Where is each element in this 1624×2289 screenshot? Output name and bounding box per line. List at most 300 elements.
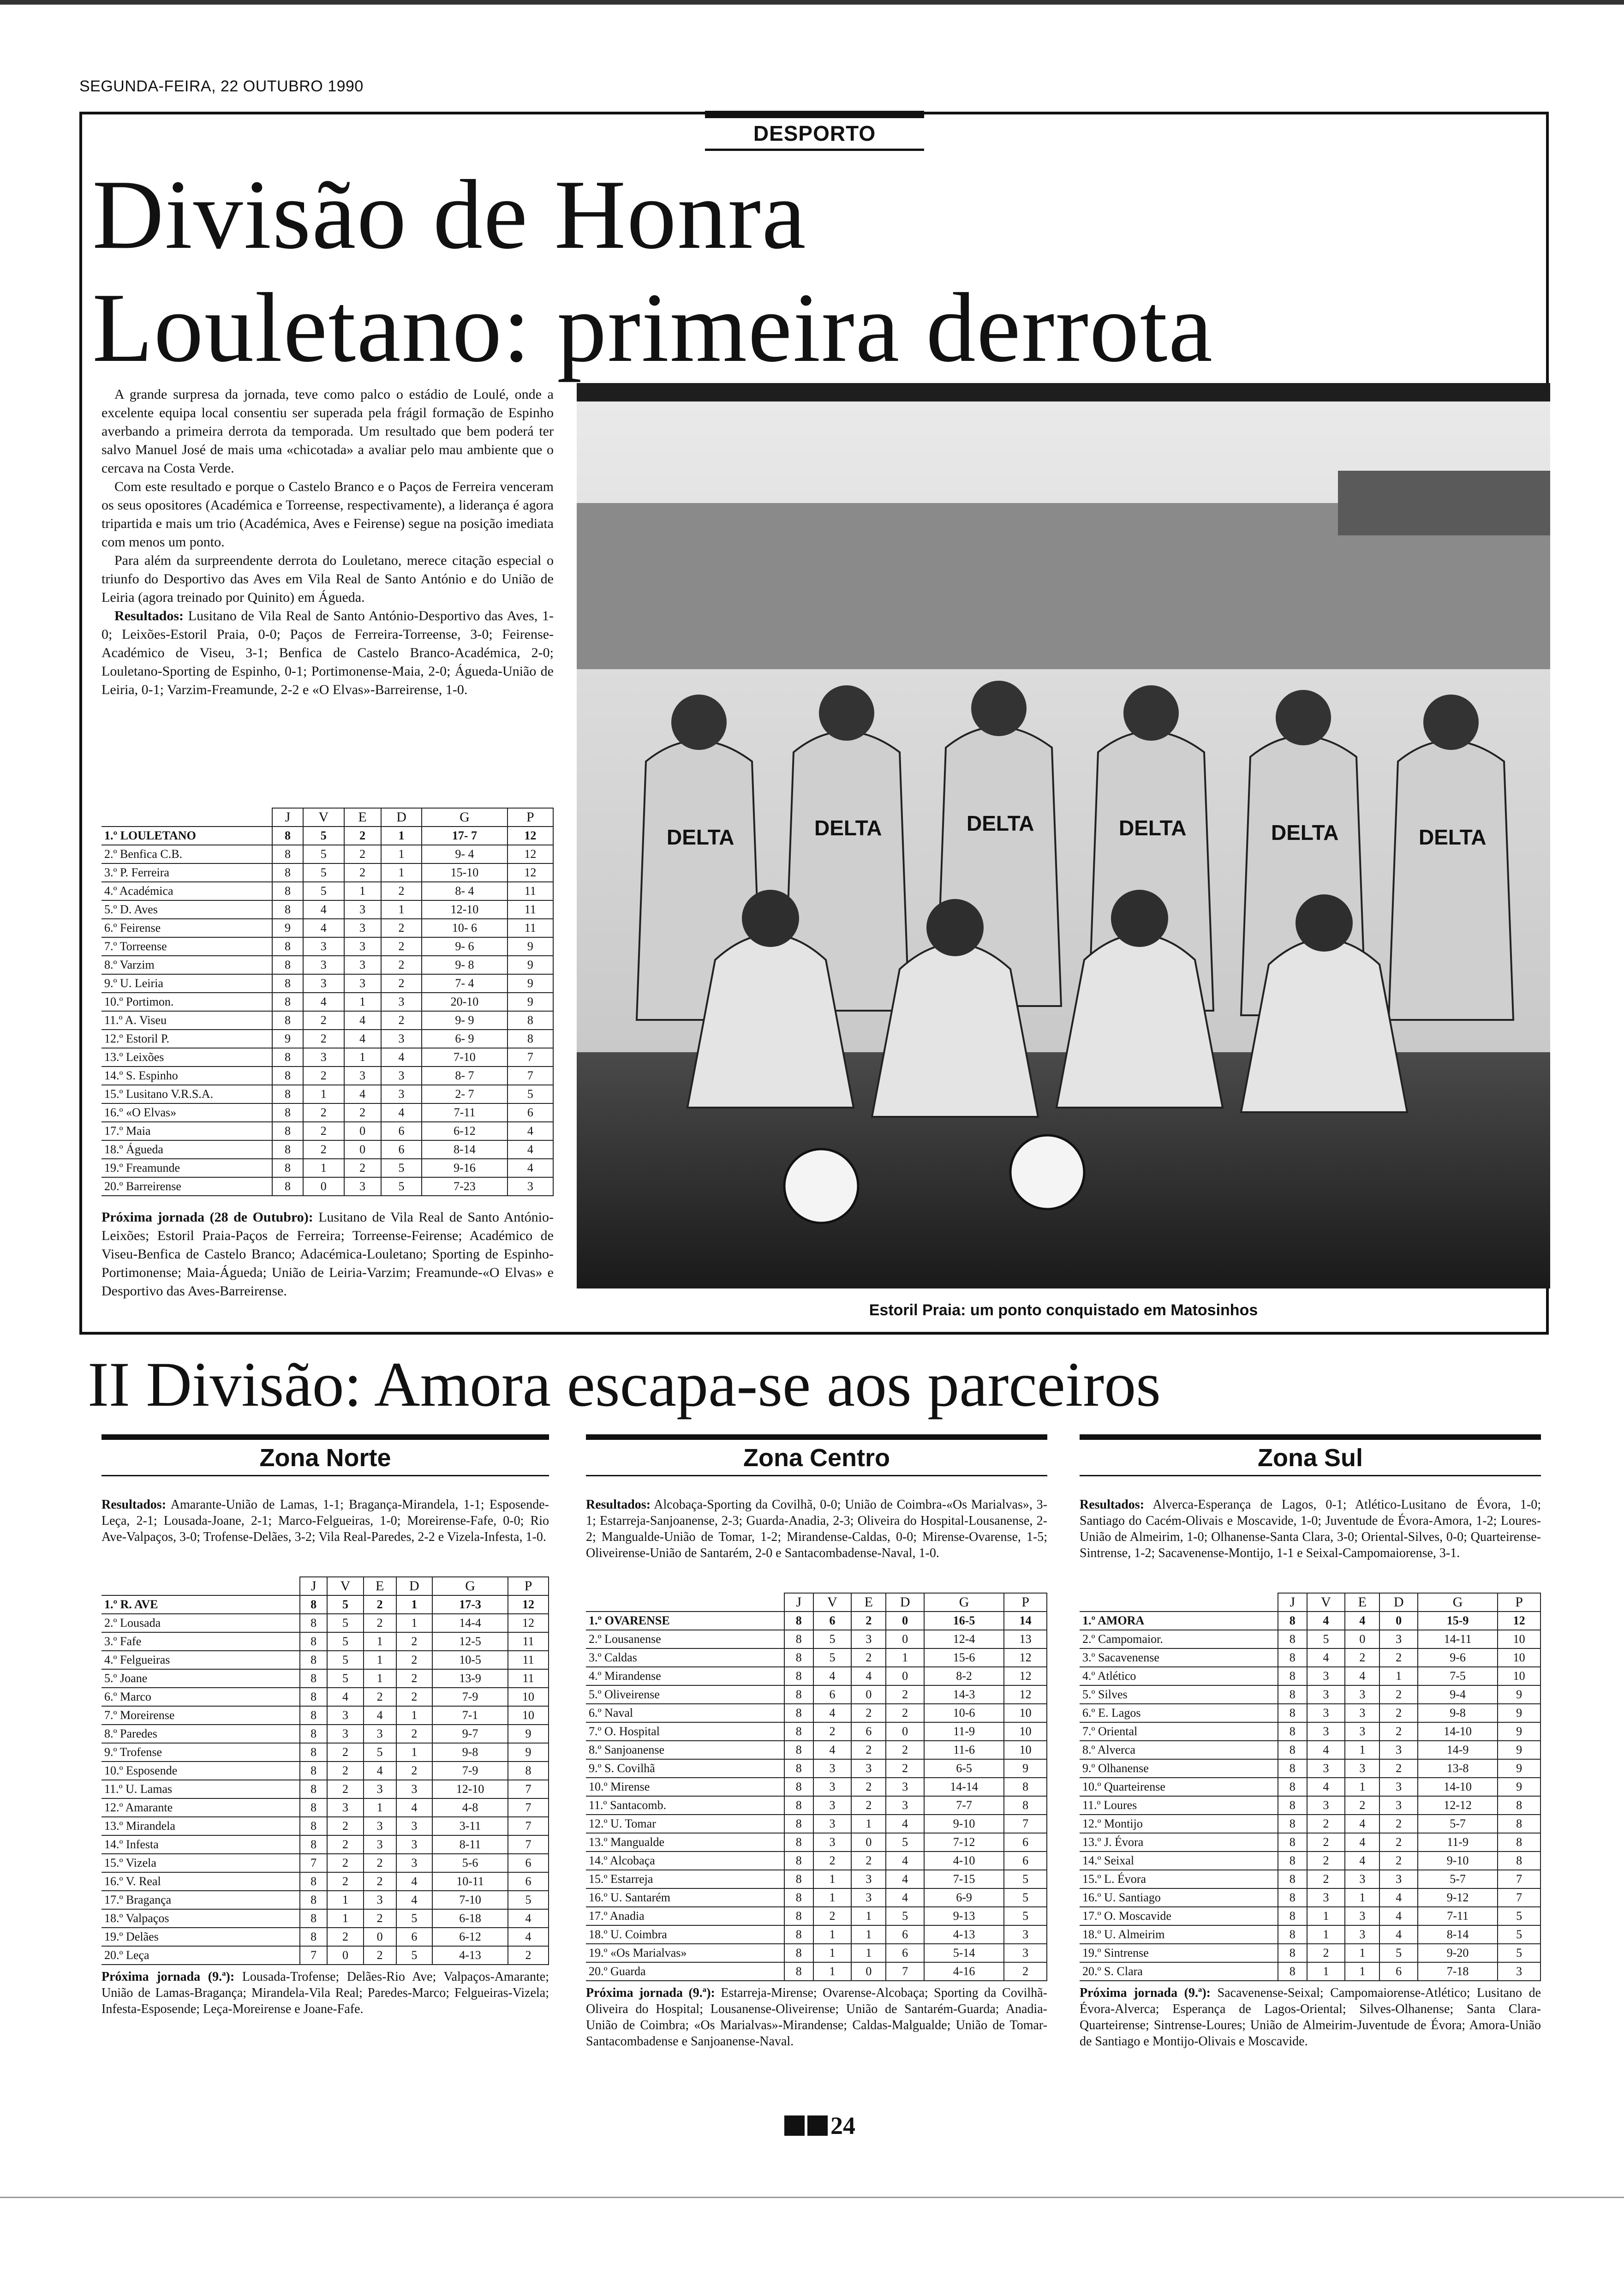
stat-cell: 2: [1379, 1648, 1418, 1667]
stat-cell: 5: [1307, 1630, 1345, 1648]
stat-cell: 3: [381, 1085, 422, 1103]
stat-cell: 1: [344, 1048, 381, 1067]
stat-cell: 9: [508, 1743, 549, 1762]
stat-cell: 12: [508, 863, 553, 882]
stat-cell: 9- 4: [422, 845, 507, 863]
stat-cell: 11: [508, 919, 553, 937]
stat-cell: 2: [1307, 1870, 1345, 1888]
stat-cell: 2: [1307, 1833, 1345, 1852]
stat-cell: 8: [1278, 1962, 1307, 1981]
stat-cell: 5: [364, 1743, 396, 1762]
team-cell: 3.º Fafe: [102, 1632, 300, 1651]
stat-cell: 9-20: [1418, 1944, 1498, 1962]
stat-cell: 9: [508, 956, 553, 974]
stat-cell: 8: [784, 1852, 813, 1870]
stat-cell: 9: [1498, 1759, 1540, 1778]
stat-cell: 8: [300, 1780, 327, 1798]
stat-cell: 8: [784, 1925, 813, 1944]
stat-cell: 5: [303, 827, 344, 845]
team-cell: 3.º P. Ferreira: [102, 863, 272, 882]
team-cell: 8.º Alverca: [1080, 1741, 1278, 1759]
team-cell: 9.º S. Covilhã: [586, 1759, 784, 1778]
stat-cell: 2: [1379, 1704, 1418, 1722]
next-round-label: Próxima jornada (9.ª):: [1080, 1986, 1211, 2000]
stat-cell: 4: [303, 900, 344, 919]
stat-cell: 10-11: [432, 1872, 508, 1891]
stat-cell: 8: [300, 1835, 327, 1854]
stat-cell: 2- 7: [422, 1085, 507, 1103]
stat-cell: 2: [396, 1651, 432, 1669]
stat-cell: 3: [813, 1833, 852, 1852]
stat-cell: 10: [1004, 1741, 1047, 1759]
stat-cell: 0: [886, 1630, 924, 1648]
team-cell: 1.º OVARENSE: [586, 1612, 784, 1630]
results-text: Lusitano de Vila Real de Santo António-Desportivo das Aves, 1-0; Leixões-Estoril Praia, 0-0; Paços de Ferreira-Torreense, 3-0; Feirense-Académico de Viseu, 3-1; Benfica de Castelo Branco-Académica, 2-0; Louletano-Sporting de Espinho, 0-1; Portimonense-Maia, 2-0; Águeda-União de Leiria, 0-1; Varzim-Freamunde, 2-2 e «O Elvas»-Barreirense, 1-0.: [102, 608, 554, 697]
stat-cell: 6: [886, 1944, 924, 1962]
stat-cell: 9-7: [432, 1725, 508, 1743]
table-row: [102, 937, 553, 956]
stat-cell: 2: [327, 1743, 363, 1762]
stat-cell: 4: [364, 1706, 396, 1725]
stat-cell: 3: [1379, 1778, 1418, 1796]
stat-cell: 4: [851, 1667, 886, 1685]
stat-cell: 10: [508, 1688, 549, 1706]
team-cell: 1.º R. AVE: [102, 1595, 300, 1614]
stat-cell: 8: [272, 956, 303, 974]
zone-centro: [586, 1434, 1047, 2049]
column-header: D: [1379, 1593, 1418, 1612]
stat-cell: 4: [396, 1872, 432, 1891]
team-photo: [577, 383, 1550, 1288]
stat-cell: 8: [1004, 1778, 1047, 1796]
stat-cell: 3: [1379, 1630, 1418, 1648]
table-row: [102, 1688, 549, 1706]
stat-cell: 1: [851, 1907, 886, 1925]
stat-cell: 4: [1307, 1612, 1345, 1630]
stat-cell: 5: [1004, 1907, 1047, 1925]
stat-cell: 6- 9: [422, 1030, 507, 1048]
stat-cell: 8: [272, 1122, 303, 1140]
standings-table: [1080, 1593, 1541, 1981]
stat-cell: 9: [272, 1030, 303, 1048]
team-cell: 15.º Estarreja: [586, 1870, 784, 1888]
table-row: [102, 1817, 549, 1835]
stat-cell: 2: [886, 1704, 924, 1722]
paragraph: Para além da surpreendente derrota do Louletano, merece citação especial o triunfo do Desportivo das Aves em Vila Real de Santo António e do União de Leiria (agora treinado por Quinito) em Águeda.: [102, 553, 554, 605]
stat-cell: 17-3: [432, 1595, 508, 1614]
stat-cell: 9-8: [432, 1743, 508, 1762]
zone-sul: [1080, 1434, 1541, 2049]
stat-cell: 14-3: [924, 1685, 1004, 1704]
stat-cell: 11-9: [1418, 1833, 1498, 1852]
stat-cell: 3: [886, 1778, 924, 1796]
stat-cell: 0: [303, 1177, 344, 1196]
stat-cell: 2: [303, 1140, 344, 1159]
stat-cell: 3: [303, 1048, 344, 1067]
stat-cell: 2: [303, 1067, 344, 1085]
stat-cell: 8: [784, 1815, 813, 1833]
column-header: D: [381, 808, 422, 827]
table-row: [1080, 1667, 1540, 1685]
table-row: [586, 1759, 1047, 1778]
standings-table: [586, 1593, 1047, 1981]
stat-cell: 2: [381, 937, 422, 956]
stat-cell: 3: [813, 1815, 852, 1833]
table-row: [1080, 1759, 1540, 1778]
stat-cell: 2: [1379, 1722, 1418, 1741]
stat-cell: 7: [508, 1835, 549, 1854]
stat-cell: 5: [1498, 1907, 1540, 1925]
team-cell: 5.º Joane: [102, 1669, 300, 1688]
zone-table: [102, 1576, 549, 1965]
table-row: [586, 1685, 1047, 1704]
stat-cell: 3: [303, 974, 344, 993]
stat-cell: 7-11: [422, 1103, 507, 1122]
table-row: [586, 1852, 1047, 1870]
stat-cell: 14: [1004, 1612, 1047, 1630]
stat-cell: 3: [508, 1177, 553, 1196]
stat-cell: 10: [1498, 1648, 1540, 1667]
stat-cell: 3: [396, 1817, 432, 1835]
stat-cell: 12: [1498, 1612, 1540, 1630]
stat-cell: 8: [1498, 1796, 1540, 1815]
stat-cell: 1: [1307, 1962, 1345, 1981]
table-row: [102, 1011, 553, 1030]
paragraph: Com este resultado e porque o Castelo Branco e o Paços de Ferreira venceram os seus opositores (Académica e Torreense, respectivamente), a liderança é agora tripartida e mais um trio (Académica, Aves e Feirense) segue na posição imediata com menos um ponto.: [102, 479, 554, 550]
stat-cell: 8: [1278, 1907, 1307, 1925]
table-row: [102, 863, 553, 882]
stat-cell: 11: [508, 1632, 549, 1651]
stat-cell: 10: [1498, 1630, 1540, 1648]
stat-cell: 8: [1278, 1759, 1307, 1778]
stat-cell: 4: [1307, 1648, 1345, 1667]
stat-cell: 8: [1278, 1741, 1307, 1759]
table-row: [1080, 1796, 1540, 1815]
table-row: [102, 1762, 549, 1780]
table-row: [586, 1907, 1047, 1925]
stat-cell: 8: [784, 1962, 813, 1981]
stat-cell: 1: [1307, 1925, 1345, 1944]
stat-cell: 1: [364, 1632, 396, 1651]
team-cell: 16.º U. Santarém: [586, 1888, 784, 1907]
team-cell: 9.º Olhanense: [1080, 1759, 1278, 1778]
stat-cell: 0: [1379, 1612, 1418, 1630]
photo-caption: Estoril Praia: um ponto conquistado em Matosinhos: [869, 1301, 1258, 1319]
zone-rule: [102, 1434, 549, 1440]
stat-cell: 9: [508, 993, 553, 1011]
stat-cell: 8: [300, 1743, 327, 1762]
stat-cell: 3: [364, 1835, 396, 1854]
stat-cell: 4: [396, 1798, 432, 1817]
table-row: [1080, 1778, 1540, 1796]
team-cell: 14.º Infesta: [102, 1835, 300, 1854]
column-header: P: [1004, 1593, 1047, 1612]
stat-cell: 8-14: [1418, 1925, 1498, 1944]
stat-cell: 3: [1004, 1925, 1047, 1944]
stat-cell: 7: [1498, 1888, 1540, 1907]
stat-cell: 3: [813, 1778, 852, 1796]
table-row: [102, 919, 553, 937]
stat-cell: 8: [300, 1688, 327, 1706]
stat-cell: 1: [396, 1743, 432, 1762]
stat-cell: 3: [1345, 1704, 1379, 1722]
team-cell: 16.º U. Santiago: [1080, 1888, 1278, 1907]
stat-cell: 10: [508, 1706, 549, 1725]
stat-cell: 8-14: [422, 1140, 507, 1159]
stat-cell: 11-9: [924, 1722, 1004, 1741]
stat-cell: 2: [1379, 1815, 1418, 1833]
stat-cell: 7: [508, 1798, 549, 1817]
stat-cell: 8: [1278, 1778, 1307, 1796]
stat-cell: 4: [364, 1762, 396, 1780]
column-header-team: [102, 1577, 300, 1595]
stat-cell: 3: [1345, 1685, 1379, 1704]
stat-cell: 8: [784, 1704, 813, 1722]
stat-cell: 2: [327, 1780, 363, 1798]
stat-cell: 7-10: [432, 1891, 508, 1909]
next-round-label: Próxima jornada (9.ª):: [586, 1986, 715, 2000]
zone-next-round: [102, 1969, 549, 2017]
stat-cell: 4: [886, 1888, 924, 1907]
stat-cell: 8: [1278, 1704, 1307, 1722]
stat-cell: 5: [886, 1907, 924, 1925]
stat-cell: 9- 8: [422, 956, 507, 974]
stat-cell: 4-13: [432, 1946, 508, 1965]
team-cell: 13.º Mangualde: [586, 1833, 784, 1852]
stat-cell: 8: [1278, 1648, 1307, 1667]
stat-cell: 8: [272, 1011, 303, 1030]
stat-cell: 3: [1307, 1888, 1345, 1907]
team-cell: 1.º LOULETANO: [102, 827, 272, 845]
stat-cell: 8: [1278, 1888, 1307, 1907]
stat-cell: 16-5: [924, 1612, 1004, 1630]
stat-cell: 3: [381, 1030, 422, 1048]
stat-cell: 7: [886, 1962, 924, 1981]
stat-cell: 2: [327, 1817, 363, 1835]
table-row: [586, 1704, 1047, 1722]
zone-next-round: [1080, 1985, 1541, 2049]
stat-cell: 7: [1004, 1815, 1047, 1833]
stat-cell: 4: [508, 1909, 549, 1928]
stat-cell: 3: [813, 1759, 852, 1778]
stat-cell: 3: [1345, 1759, 1379, 1778]
stat-cell: 4: [813, 1667, 852, 1685]
stat-cell: 0: [344, 1122, 381, 1140]
stat-cell: 2: [364, 1854, 396, 1872]
stat-cell: 8: [300, 1651, 327, 1669]
stat-cell: 8: [272, 882, 303, 900]
bottom-rule: [0, 2197, 1624, 2198]
table-row: [586, 1925, 1047, 1944]
stat-cell: 9-4: [1418, 1685, 1498, 1704]
stat-cell: 3: [1345, 1907, 1379, 1925]
page-number: 24: [830, 2112, 855, 2139]
table-row: [586, 1741, 1047, 1759]
stat-cell: 14-10: [1418, 1778, 1498, 1796]
stat-cell: 8: [1498, 1815, 1540, 1833]
stat-cell: 8: [1004, 1796, 1047, 1815]
stat-cell: 5: [396, 1946, 432, 1965]
stat-cell: 3: [1498, 1962, 1540, 1981]
table-row: [102, 1614, 549, 1632]
table-row: [102, 1030, 553, 1048]
sponsor-text: DELTA: [967, 811, 1034, 835]
table-row: [102, 1177, 553, 1196]
stat-cell: 7: [300, 1946, 327, 1965]
next-round-label: Próxima jornada (9.ª):: [102, 1970, 235, 1984]
stat-cell: 8: [508, 1762, 549, 1780]
stat-cell: 8: [272, 1159, 303, 1177]
stat-cell: 2: [344, 827, 381, 845]
stat-cell: 3: [364, 1780, 396, 1798]
stat-cell: 13-8: [1418, 1759, 1498, 1778]
sponsor-text: DELTA: [667, 825, 734, 849]
stat-cell: 6: [508, 1872, 549, 1891]
team-cell: 2.º Benfica C.B.: [102, 845, 272, 863]
stat-cell: 6: [886, 1925, 924, 1944]
stat-cell: 8: [784, 1741, 813, 1759]
table-row: [102, 1780, 549, 1798]
stat-cell: 2: [813, 1852, 852, 1870]
zone-table: [1080, 1593, 1541, 1981]
stat-cell: 11-6: [924, 1741, 1004, 1759]
sponsor-text: DELTA: [814, 816, 882, 840]
stat-cell: 2: [886, 1759, 924, 1778]
stat-cell: 2: [1307, 1944, 1345, 1962]
stat-cell: 6: [813, 1685, 852, 1704]
stat-cell: 8: [272, 1048, 303, 1067]
table-row: [102, 1743, 549, 1762]
stat-cell: 7: [508, 1817, 549, 1835]
table-row: [102, 1946, 549, 1965]
stat-cell: 3: [1307, 1704, 1345, 1722]
stat-cell: 6: [1379, 1962, 1418, 1981]
stat-cell: 8: [272, 827, 303, 845]
stat-cell: 7-15: [924, 1870, 1004, 1888]
stat-cell: 1: [396, 1614, 432, 1632]
stat-cell: 9: [1498, 1685, 1540, 1704]
stat-cell: 7: [508, 1048, 553, 1067]
stat-cell: 7-9: [432, 1688, 508, 1706]
stat-cell: 3: [1307, 1759, 1345, 1778]
stat-cell: 6: [381, 1122, 422, 1140]
stat-cell: 4: [1345, 1815, 1379, 1833]
zone-results: [102, 1497, 549, 1545]
stat-cell: 5: [303, 845, 344, 863]
stat-cell: 4: [1345, 1852, 1379, 1870]
team-cell: 12.º Amarante: [102, 1798, 300, 1817]
team-cell: 14.º Seixal: [1080, 1852, 1278, 1870]
stat-cell: 3: [1345, 1925, 1379, 1944]
stat-cell: 2: [364, 1946, 396, 1965]
stat-cell: 13: [1004, 1630, 1047, 1648]
sponsor-text: DELTA: [1119, 816, 1187, 840]
stat-cell: 1: [813, 1944, 852, 1962]
stat-cell: 8: [1278, 1796, 1307, 1815]
stat-cell: 7: [508, 1067, 553, 1085]
stat-cell: 2: [851, 1741, 886, 1759]
stat-cell: 5: [327, 1614, 363, 1632]
stat-cell: 2: [1345, 1648, 1379, 1667]
stat-cell: 8: [784, 1888, 813, 1907]
stat-cell: 2: [813, 1722, 852, 1741]
stat-cell: 9: [508, 937, 553, 956]
stat-cell: 8: [300, 1725, 327, 1743]
headline-ii-divisao: II Divisão: Amora escapa-se aos parceiros: [88, 1349, 1161, 1420]
zone-rule: [102, 1475, 549, 1476]
team-cell: 2.º Lousada: [102, 1614, 300, 1632]
table-row: [586, 1722, 1047, 1741]
stat-cell: 14-10: [1418, 1722, 1498, 1741]
stat-cell: 8: [1278, 1815, 1307, 1833]
stat-cell: 9: [1498, 1741, 1540, 1759]
column-header: V: [1307, 1593, 1345, 1612]
table-row: [1080, 1888, 1540, 1907]
team-cell: 12.º U. Tomar: [586, 1815, 784, 1833]
section-label: DESPORTO: [753, 121, 876, 145]
next-round-text: Sacavenense-Seixal; Campomaiorense-Atlético; Lusitano de Évora-Alverca; Esperança de Lagos-Oriental; Silves-Olhanense; Santa Clara-Quarteirense; Sintrense-Loures; União de Almeirim-Juventude de Évora; Amora-União de Santiago e Montijo-Olivais e Moscavide.: [1080, 1986, 1541, 2049]
results-text: Alverca-Esperança de Lagos, 0-1; Atlético-Lusitano de Évora, 1-0; Santiago do Cacém-Olivais e Moscavide, 1-0; Juventude de Évora-Amora, 1-2; Loures-União de Almeirim, 1-0; Olhanense-Santa Clara, 3-0; Oriental-Silves, 0-0; Quarteirense-Sintrense, 1-2; Sacavenense-Montijo, 1-1 e Seixal-Campomaiorense, 3-1.: [1080, 1498, 1541, 1560]
stat-cell: 10: [1498, 1667, 1540, 1685]
stat-cell: 12-10: [432, 1780, 508, 1798]
column-header-team: [102, 808, 272, 827]
stat-cell: 8: [272, 937, 303, 956]
stat-cell: 3: [381, 1067, 422, 1085]
stat-cell: 2: [364, 1595, 396, 1614]
table-row: [102, 1891, 549, 1909]
stat-cell: 5-7: [1418, 1870, 1498, 1888]
team-cell: 8.º Varzim: [102, 956, 272, 974]
stat-cell: 1: [381, 827, 422, 845]
table-row: [586, 1833, 1047, 1852]
stat-cell: 10-5: [432, 1651, 508, 1669]
stat-cell: 7-9: [432, 1762, 508, 1780]
column-header: V: [813, 1593, 852, 1612]
results-label: Resultados:: [114, 608, 184, 623]
stat-cell: 8: [784, 1944, 813, 1962]
team-cell: 7.º Moreirense: [102, 1706, 300, 1725]
team-cell: 13.º J. Évora: [1080, 1833, 1278, 1852]
team-cell: 8.º Sanjoanense: [586, 1741, 784, 1759]
stat-cell: 3: [396, 1780, 432, 1798]
stat-cell: 3: [327, 1725, 363, 1743]
stat-cell: 2: [364, 1909, 396, 1928]
stat-cell: 5: [508, 1891, 549, 1909]
column-header: J: [1278, 1593, 1307, 1612]
stat-cell: 2: [344, 1159, 381, 1177]
stat-cell: 3: [327, 1798, 363, 1817]
team-cell: 16.º «O Elvas»: [102, 1103, 272, 1122]
stat-cell: 2: [396, 1688, 432, 1706]
table-row: [586, 1648, 1047, 1667]
column-header: P: [508, 808, 553, 827]
team-cell: 20.º Barreirense: [102, 1177, 272, 1196]
team-cell: 15.º Lusitano V.R.S.A.: [102, 1085, 272, 1103]
stat-cell: 8: [272, 900, 303, 919]
zone-title: Zona Norte: [259, 1444, 391, 1472]
team-cell: 20.º S. Clara: [1080, 1962, 1278, 1981]
stat-cell: 8: [300, 1762, 327, 1780]
column-header: E: [851, 1593, 886, 1612]
table-row: [102, 1854, 549, 1872]
stat-cell: 4: [508, 1122, 553, 1140]
article-body: [102, 385, 554, 699]
stat-cell: 8: [300, 1928, 327, 1946]
stat-cell: 2: [851, 1612, 886, 1630]
column-header: V: [327, 1577, 363, 1595]
stat-cell: 2: [364, 1614, 396, 1632]
stat-cell: 6-12: [432, 1928, 508, 1946]
